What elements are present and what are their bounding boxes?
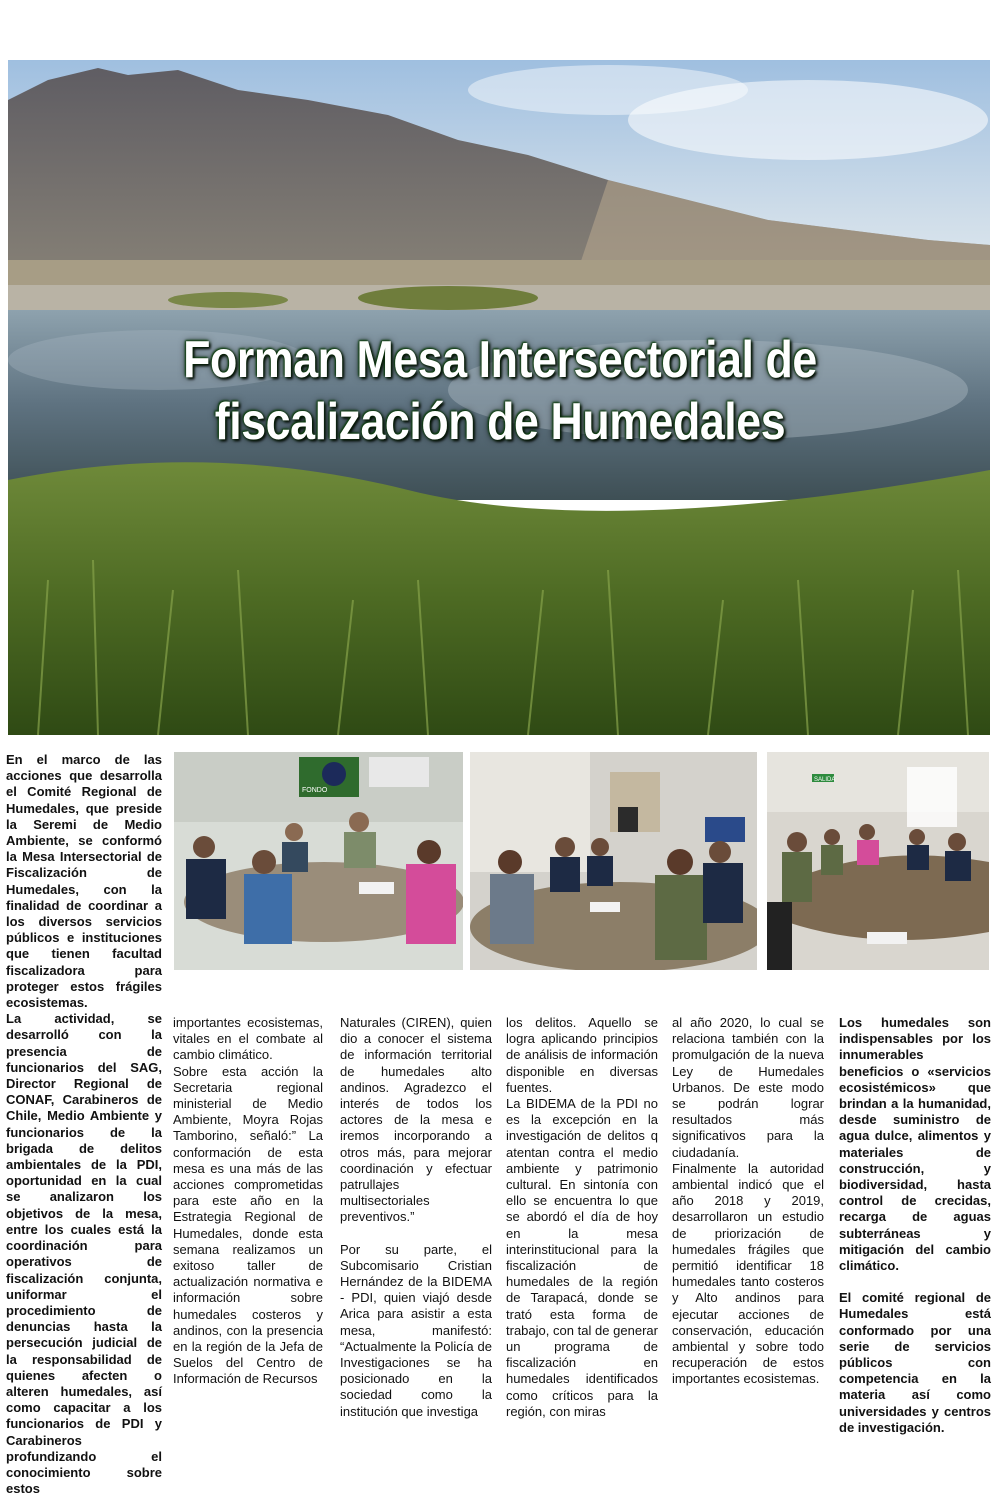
- paragraph-intro: En el marco de las acciones que desarrolla el Comité Regional de Humedales, que preside la Seremi de Medio Ambiente, se conformó la Mesa Intersectorial de Fiscalización de Humedales, con la finalidad de coordinar a los diversos servicios públicos e instituciones que tienen facultad fiscalizadora para proteger estos frágiles ecosistemas.: [6, 752, 162, 1011]
- paragraph-bidema: La BIDEMA de la PDI no es la excepción en la investigación de delitos q atentan contra el medio ambiente y patrimonio cultural. En sintonía con ello se encuentra lo que se abordó el día de hoy en la mesa interinstitucional para la fiscalización de humedales de la región de Tarapacá, donde se trató esta forma de trabajo, con tal de generar un programa de fiscalización en humedales identificados como críticos para la región, con miras: [506, 1096, 658, 1419]
- meeting-photo-1: [174, 752, 463, 970]
- article-column-3: [340, 1015, 492, 1420]
- meeting-photo-2: [470, 752, 757, 970]
- headline-line-2: fiscalización de Humedales: [214, 393, 786, 451]
- article-column-4: [506, 1015, 658, 1420]
- paragraph-conclusion: Finalmente la autoridad ambiental indicó que el año 2018 y 2019, desarrollaron un estudio de priorización de humedales frágiles que permitió identificar 18 humedales tanto costeros y Alto andinos para ejecutar acciones de conservación, educación ambiental y sobre todo recuperación de estos importantes ecosistemas.: [672, 1160, 824, 1387]
- meeting-photo-3: [767, 752, 989, 970]
- headline-line-1: Forman Mesa Intersectorial de: [183, 331, 817, 389]
- paragraph: al año 2020, lo cual se relaciona también con la promulgación de la nueva Ley de Humedales Urbanos. De este modo se podrán lograr resultados más significativos para la ciudadanía.: [672, 1015, 824, 1160]
- article-column-2: [173, 1015, 323, 1388]
- article-column-6: [839, 1015, 991, 1436]
- paragraph-quote-pdi: Por su parte, el Subcomisario Cristian Hernández de la BIDEMA - PDI, quien viajó desde Arica para asistir a esta mesa, manifestó: “Actualmente la Policía de Investigaciones se ha posicionado en la sociedad como la institución que investiga: [340, 1241, 492, 1419]
- article-column-5: [672, 1015, 824, 1388]
- exit-sign: SALIDA: [814, 777, 836, 783]
- paragraph: importantes ecosistemas, vitales en el combate al cambio climático.: [173, 1015, 323, 1063]
- paragraph-committee: El comité regional de Humedales está conformado por una serie de servicios públicos con competencia en la materia así como universidades y centros de investigación.: [839, 1290, 991, 1435]
- paragraph: los delitos. Aquello se logra aplicando principios de análisis de información disponible en diversas fuentes.: [506, 1015, 658, 1095]
- paragraph-activity: La actividad, se desarrolló con la presencia de funcionarios del SAG, Director Regional de CONAF, Carabineros de Chile, Medio Ambiente y funcionarios de la brigada de delitos ambientales de la PDI, oportunidad en la cual se analizaron los objetivos de la mesa, entre los cuales está la coordinación para operativos de fiscalización conjunta, uniformar el procedimiento de denuncias hasta la persecución judicial de la responsabilidad de quienes afecten o alteren humedales, así como capacitar a los funcionarios de PDI y Carabineros profundizando el conocimiento sobre estos: [6, 1011, 162, 1497]
- meeting-1-sign: FONDO: [302, 787, 328, 794]
- paragraph-quote-seremi: Sobre esta acción la Secretaria regional ministerial de Medio Ambiente, Moyra Rojas Tamborino, señaló:” La conformación de esta mesa es una más de las acciones comprometidas para este año en la Estrategia Regional de Humedales, donde esta semana realizamos un exitoso taller de actualización normativa e información sobre humedales costeros y andinos, con la presencia en la región de la Jefa de Suelos del Centro de Información de Recursos: [173, 1063, 323, 1387]
- paragraph-wetland-benefits: Los humedales son indispensables por los innumerables beneficios o «servicios ecosistémicos» que brindan a la humanidad, desde suministro de agua dulce, alimentos y materiales de construcción, y biodiversidad, hasta control de crecidas, recarga de aguas subterráneas y mitigación del cambio climático.: [839, 1015, 991, 1274]
- paragraph: Naturales (CIREN), quien dio a conocer el sistema de información territorial de humedales alto andinos. Agradezco el interés de todos los actores de la mesa e iremos incorporando a otros más, para mejorar coordinación y efectuar patrullajes multisectoriales preventivos.”: [340, 1015, 492, 1225]
- article-column-1: [6, 752, 162, 1497]
